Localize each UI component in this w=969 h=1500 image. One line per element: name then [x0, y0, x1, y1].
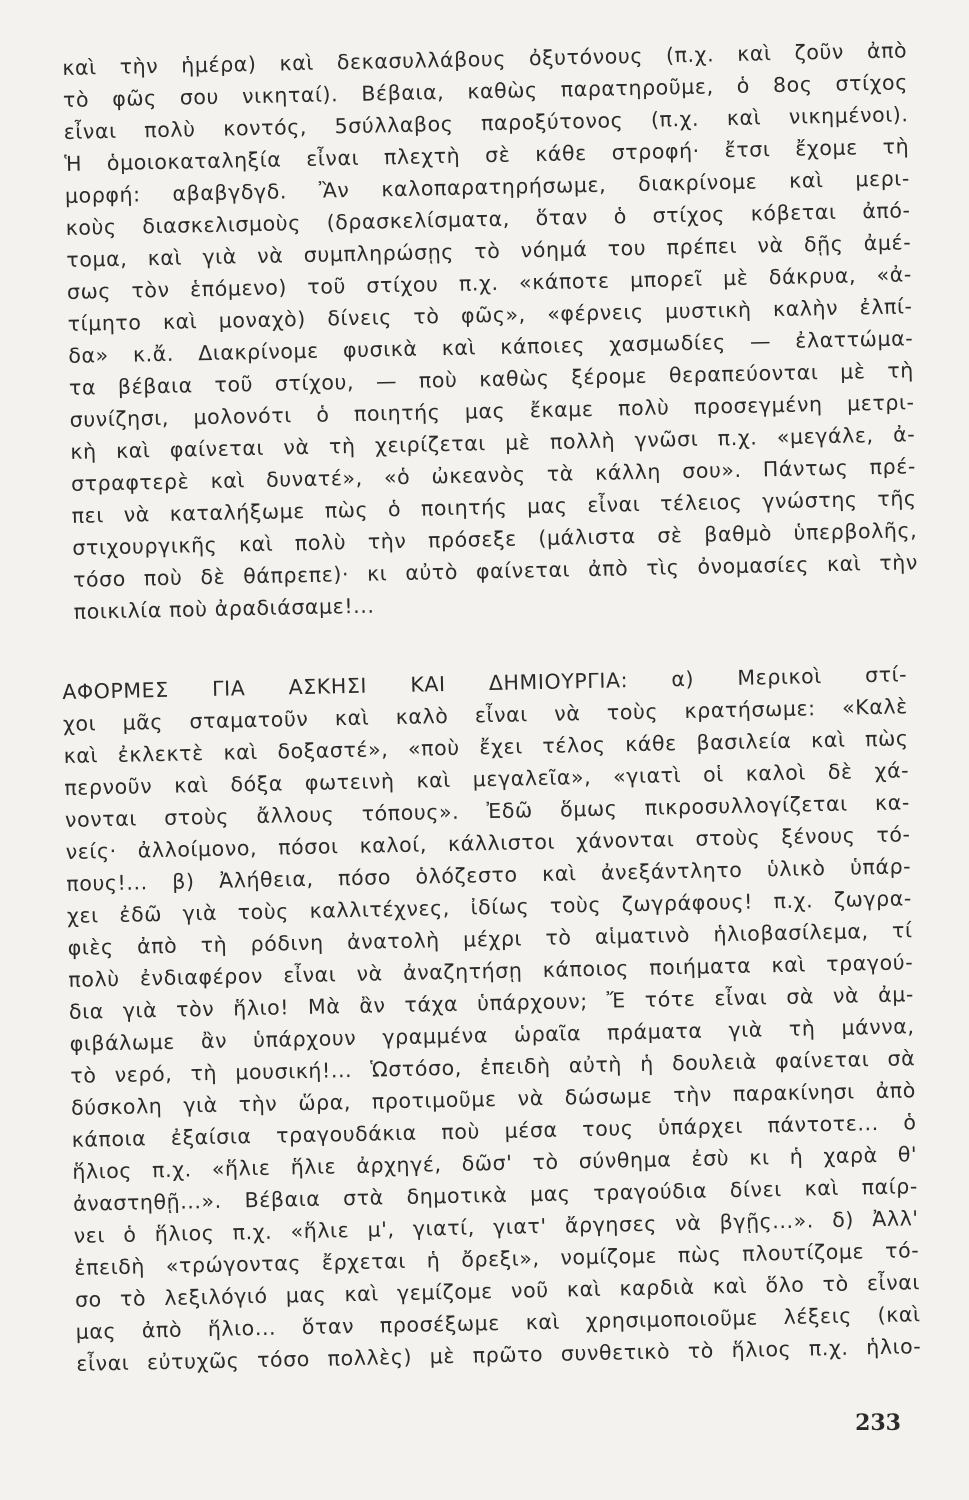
text-line: συνίζησι, μολονότι ὁ ποιητής μας ἔκαμε πολὺ προσεγμένη μετρι-: [69, 390, 915, 432]
text-line: χει ἐδῶ γιὰ τοὺς καλλιτέχνες, ἰδίως τοὺς ζωγράφους! π.χ. ζωγρα-: [66, 886, 913, 928]
text-line: φιβάλωμε ἂν ὑπάρχουν γραμμένα ὡραῖα πράματα γιὰ τὴ μάννα,: [69, 1014, 915, 1056]
page-number: 233: [855, 1410, 901, 1436]
text-line: πει νὰ καταλήξωμε πὼς ὁ ποιητής μας εἶναι τέλειος γνώστης τῆς: [71, 486, 917, 528]
text-line: καὶ ἐκλεκτὲ καὶ δοξαστέ», «ποὺ ἔχει τέλος κάθε βασιλεία καὶ πὼς: [63, 726, 909, 768]
text-line: τίμητο καὶ μοναχὸ) δίνεις τὸ φῶς», «φέρνεις μυστικὴ καλὴν ἐλπί-: [67, 294, 913, 336]
text-line: στραφτερὲ καὶ δυνατέ», «ὁ ὠκεανὸς τὰ κάλλη σου». Πάντως πρέ-: [70, 454, 917, 496]
text-line: κοὺς διασκελισμοὺς (δρασκελίσματα, ὅταν ὁ στίχος κόβεται ἀπό-: [65, 198, 911, 240]
paragraph-verse-analysis: [62, 34, 919, 628]
text-line: σως τὸν ἑπόμενο) τοῦ στίχου π.χ. «κάποτε μπορεῖ μὲ δάκρυα, «ἀ-: [66, 262, 913, 304]
text-line: Ἡ ὁμοιοκαταληξία εἶναι πλεχτὴ σὲ κάθε στροφή· ἔτσι ἔχομε τὴ: [64, 134, 910, 176]
text-line: ἐπειδὴ «τρώγοντας ἔρχεται ἡ ὄρεξι», νομίζομε πὼς πλουτίζομε τό-: [74, 1238, 920, 1280]
text-line: τὸ φῶς σου νικηταί). Βέβαια, καθὼς παρατηροῦμε, ὁ 8ος στίχος: [62, 70, 909, 112]
text-line: τὸ νερό, τὴ μουσική!... Ὡστόσο, ἐπειδὴ αὐτὴ ἡ δουλειὰ φαίνεται σὰ: [70, 1046, 916, 1088]
text-line: μας ἀπὸ ἥλιο... ὅταν προσέξωμε καὶ χρησιμοποιοῦμε λέξεις (καὶ: [75, 1302, 921, 1344]
text-line: δύσκολη γιὰ τὴν ὥρα, προτιμοῦμε νὰ δώσωμε τὴν παρακίνησι ἀπὸ: [70, 1078, 917, 1120]
text-line: εἶναι πολὺ κοντός, 5σύλλαβος παροξύτονος (π.χ. καὶ νικημένοι).: [63, 102, 909, 144]
text-line: φιὲς ἀπὸ τὴ ρόδινη ἀνατολὴ μέχρι τὸ αἱματινὸ ἡλιοβασίλεμα, τί: [67, 918, 913, 960]
text-line: πολὺ ἐνδιαφέρον εἶναι νὰ ἀναζητήσῃ κάποιος ποιήματα καὶ τραγού-: [68, 950, 914, 992]
text-line: νει ὁ ἥλιος π.χ. «ἥλιε μ', γιατί, γιατ' ἄργησες νὰ βγῇς...». δ) Ἀλλ': [73, 1206, 919, 1248]
text-line: δια γιὰ τὸν ἥλιο! Μὰ ἂν τάχα ὑπάρχουν; Ἔ τότε εἶναι σὰ νὰ ἀμ-: [68, 982, 915, 1024]
text-line: χοι μᾶς σταματοῦν καὶ καλὸ εἶναι νὰ τοὺς κρατήσωμε: «Καλὲ: [62, 694, 909, 736]
text-line: δα» κ.ἄ. Διακρίνομε φυσικὰ καὶ κάποιες χασμωδίες — ἐλαττώμα-: [68, 326, 914, 368]
text-line: νείς· ἀλλοίμονο, πόσοι καλοί, κάλλιστοι χάνονται στοὺς ξένους τό-: [65, 822, 911, 864]
paragraph-creative-prompts: [62, 658, 922, 1380]
text-line: ἥλιος π.χ. «ἥλιε ἥλιε ἀρχηγέ, δῶσ' τὸ σύνθημα ἐσὺ κι ἡ χαρὰ θ': [72, 1142, 918, 1184]
text-line: τόσο ποὺ δὲ θάπρεπε)· κι αὐτὸ φαίνεται ἀπὸ τὶς ὀνομασίες καὶ τὴν: [72, 550, 919, 592]
text-line: μορφή: αβαβγδγδ. Ἂν καλοπαρατηρήσωμε, διακρίνομε καὶ μερι-: [64, 166, 911, 208]
text-line: τα βέβαια τοῦ στίχου, — ποὺ καθὼς ξέρομε θεραπεύονται μὲ τὴ: [68, 358, 915, 400]
text-line: κὴ καὶ φαίνεται νὰ τὴ χειρίζεται μὲ πολλὴ γνῶσι π.χ. «μεγάλε, ἀ-: [70, 422, 916, 464]
text-line: σο τὸ λεξιλόγιό μας καὶ γεμίζομε νοῦ καὶ καρδιὰ καὶ ὅλο τὸ εἶναι: [74, 1270, 921, 1312]
text-line: ποικιλία ποὺ ἀραδιάσαμε!...: [73, 593, 375, 624]
text-line: νονται στοὺς ἄλλους τόπους». Ἐδῶ ὅμως πικροσυλλογίζεται κα-: [64, 790, 911, 832]
text-line: ἀναστηθῇ...». Βέβαια στὰ δημοτικὰ μας τραγούδια δίνει καὶ παίρ-: [72, 1174, 919, 1216]
text-line: στιχουργικῆς καὶ πολὺ τὴν πρόσεξε (μάλιστα σὲ βαθμὸ ὑπερβολῆς,: [72, 518, 918, 560]
text-line: καὶ τὴν ἡμέρα) καὶ δεκασυλλάβους ὀξυτόνους (π.χ. καὶ ζοῦν ἀπὸ: [62, 38, 908, 80]
text-line: πους!... β) Ἀλήθεια, πόσο ὁλόζεστο καὶ ἀνεξάντλητο ὑλικὸ ὑπάρ-: [66, 854, 912, 896]
text-line: κάποια ἐξαίσια τραγουδάκια ποὺ μέσα τους ὑπάρχει πάντοτε... ὁ: [71, 1110, 917, 1152]
text-line: τομα, καὶ γιὰ νὰ συμπληρώσῃς τὸ νόημά του πρέπει νὰ δῇς ἀμέ-: [66, 230, 912, 272]
text-line: εἶναι εὐτυχῶς τόσο πολλὲς) μὲ πρῶτο συνθετικὸ τὸ ἥλιος π.χ. ἡλιο-: [76, 1334, 922, 1376]
text-line: περνοῦν καὶ δόξα φωτεινὴ καὶ μεγαλεῖα», «γιατὶ οἱ καλοὶ δὲ χά-: [64, 758, 910, 800]
section-heading-line: ΑΦΟΡΜΕΣ ΓΙΑ ΑΣΚΗΣΙ ΚΑΙ ΔΗΜΙΟΥΡΓΙΑ: α) Μερικοὶ στί-: [62, 662, 908, 704]
